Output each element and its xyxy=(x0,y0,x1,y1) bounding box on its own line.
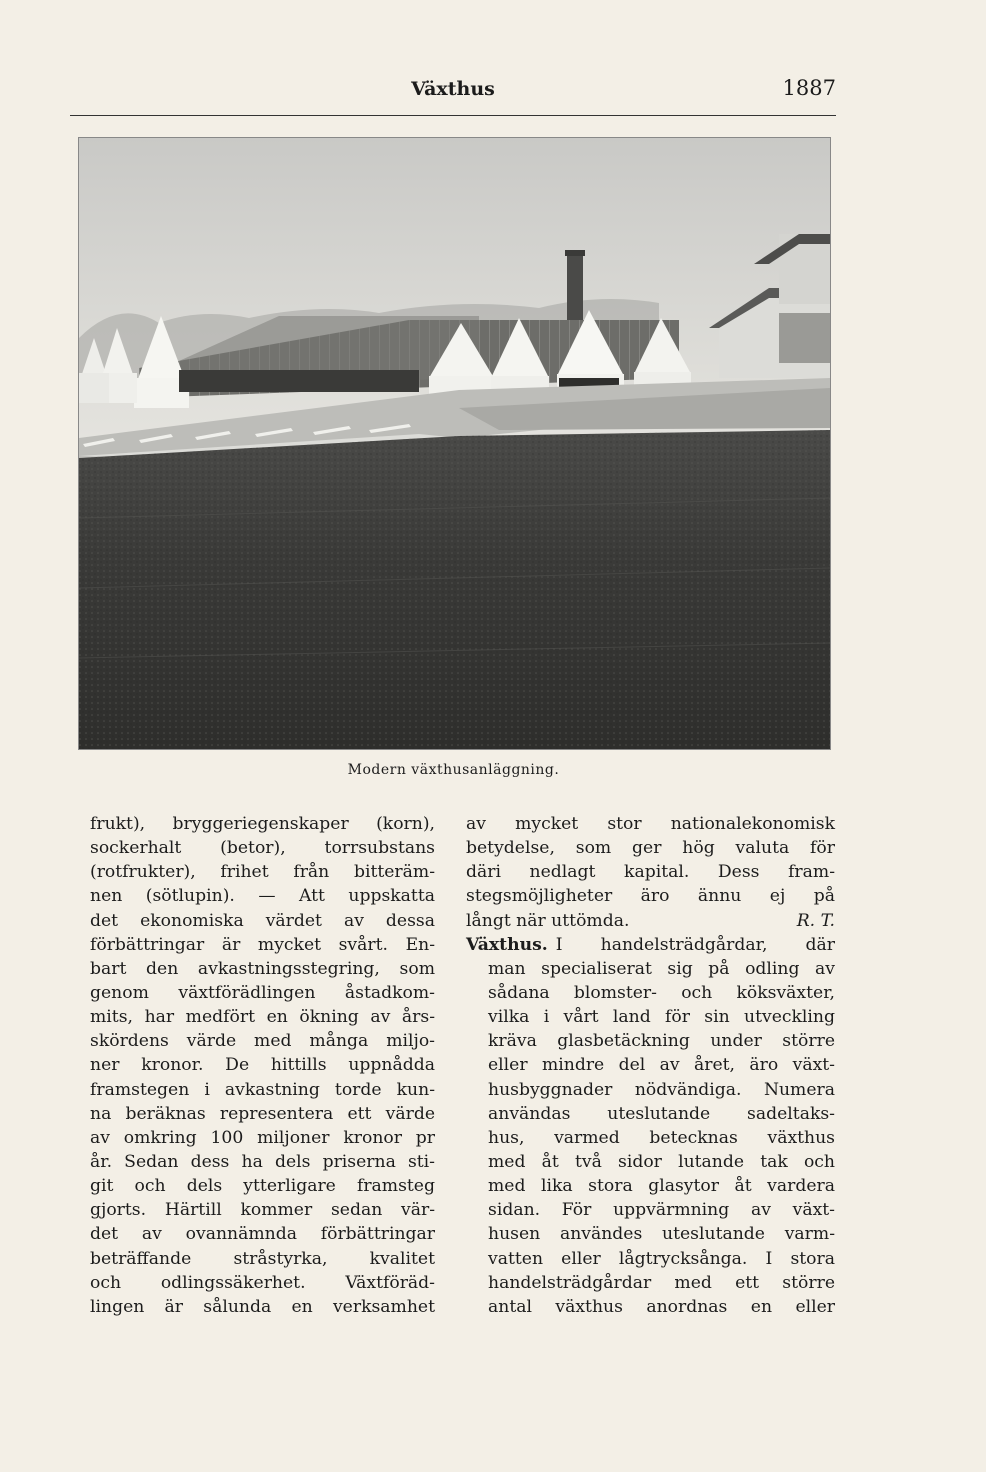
text-line: antal växthus anordnas en eller xyxy=(488,1296,835,1317)
figure-caption: Modern växthusanläggning. xyxy=(347,762,560,778)
running-head-title: Växthus xyxy=(411,78,495,100)
text-line: kräva glasbetäckning under större xyxy=(488,1031,835,1052)
text-line: lingen är sålunda en verksamhet xyxy=(90,1296,435,1317)
text-line: sidan. För uppvärmning av växt- xyxy=(488,1200,835,1221)
text-line: gjorts. Härtill kommer sedan vär- xyxy=(90,1200,435,1221)
text-line: betydelse, som ger hög valuta för xyxy=(466,838,835,859)
text-line: vatten eller lågtrycksånga. I stora xyxy=(488,1248,835,1269)
text-line: eller mindre del av året, äro växt- xyxy=(488,1055,835,1076)
greenhouse-photograph xyxy=(78,137,831,750)
text-line: förbättringar är mycket svårt. En- xyxy=(90,934,435,955)
text-line: av mycket stor nationalekonomisk xyxy=(466,814,835,834)
text-line: frukt), bryggeriegenskaper (korn), xyxy=(90,814,435,834)
text-line: handelsträdgårdar med ett större xyxy=(488,1272,835,1293)
right-column xyxy=(466,812,835,1319)
header-rule xyxy=(70,115,836,116)
text-line: långt när uttömda. xyxy=(466,910,630,931)
text-line: år. Sedan dess ha dels priserna sti- xyxy=(90,1151,435,1172)
text-line: na beräknas representera ett värde xyxy=(90,1103,435,1124)
text-line: med åt två sidor lutande tak och xyxy=(488,1151,835,1172)
text-line: och odlingssäkerhet. Växtföräd- xyxy=(90,1272,435,1293)
text-line: hus, varmed betecknas växthus xyxy=(488,1127,835,1148)
left-column xyxy=(90,812,435,1319)
text-line: nen (sötlupin). — Att uppskatta xyxy=(90,886,435,907)
text-line: mits, har medfört en ökning av års- xyxy=(90,1007,435,1028)
text-line: med lika stora glasytor åt vardera xyxy=(488,1176,835,1197)
text-line: sådana blomster- och köksväxter, xyxy=(488,982,835,1003)
author-signature: R. T. xyxy=(796,910,835,931)
text-line: framstegen i avkastning torde kun- xyxy=(90,1079,435,1100)
entry-first-line xyxy=(466,933,835,957)
text-line: (rotfrukter), frihet från bitteräm- xyxy=(90,862,435,883)
text-line: ner kronor. De hittills uppnådda xyxy=(90,1055,435,1076)
signature-line xyxy=(466,909,835,933)
text-line: git och dels ytterligare framsteg xyxy=(90,1176,435,1197)
text-line: bart den avkastningsstegring, som xyxy=(90,958,435,979)
text-line: stegsmöjligheter äro ännu ej på xyxy=(466,886,835,907)
text-line: I handelsträdgårdar, där xyxy=(555,934,835,955)
text-line: husen användes uteslutande varm- xyxy=(488,1224,835,1245)
text-line: genom växtförädlingen åstadkom- xyxy=(90,982,435,1003)
text-line: sockerhalt (betor), torrsubstans xyxy=(90,838,435,859)
text-line: av omkring 100 miljoner kronor pr xyxy=(90,1127,435,1148)
text-line: beträffande stråstyrka, kvalitet xyxy=(90,1248,435,1269)
text-line: vilka i vårt land för sin utveckling xyxy=(488,1007,835,1028)
text-line: användas uteslutande sadeltaks- xyxy=(488,1103,835,1124)
entry-headword: Växthus. xyxy=(466,934,548,955)
text-line: skördens värde med många miljo- xyxy=(90,1031,435,1052)
text-line: det av ovannämnda förbättringar xyxy=(90,1224,435,1245)
text-line: det ekonomiska värdet av dessa xyxy=(90,910,435,931)
text-line: husbyggnader nödvändiga. Numera xyxy=(488,1079,835,1100)
text-line: däri nedlagt kapital. Dess fram- xyxy=(466,862,835,883)
running-head xyxy=(70,74,836,104)
text-line: man specialiserat sig på odling av xyxy=(488,958,835,979)
page-number: 1887 xyxy=(782,76,836,100)
